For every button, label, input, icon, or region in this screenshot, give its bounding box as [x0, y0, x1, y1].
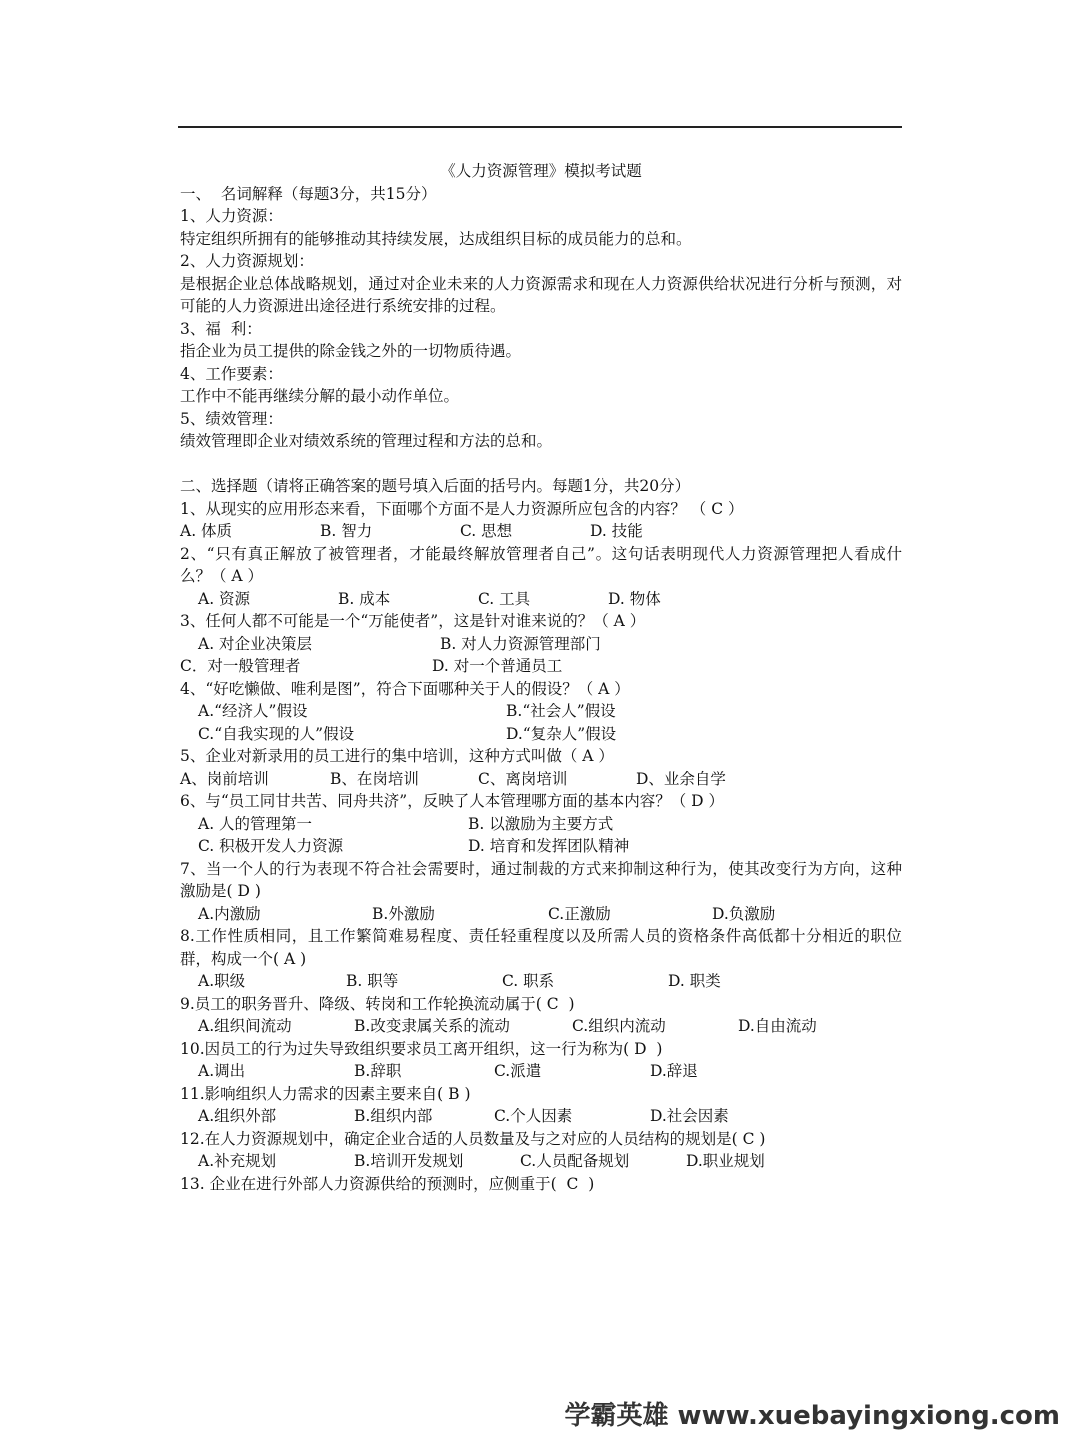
choice-6-question: 6、与“员工同甘共苦、同舟共济”，反映了人本管理哪方面的基本内容？（ D ）: [180, 792, 724, 810]
choice-4-options-row-2: [180, 723, 902, 746]
choice-9-option-b: B.改变隶属关系的流动: [354, 1017, 510, 1035]
choice-3-question: 3、任何人都不可能是一个“万能使者”，这是针对谁来说的？（ A ）: [180, 612, 646, 630]
choice-7-option-b: B.外激励: [372, 904, 435, 923]
choice-13-question: 13. 企业在进行外部人力资源供给的预测时，应侧重于( C ): [180, 1174, 595, 1193]
choice-12-option-c: C.人员配备规划: [520, 1152, 630, 1170]
choice-11-options: [180, 1105, 902, 1128]
choice-11-option-b: B.组织内部: [354, 1107, 433, 1125]
choice-2-options: [180, 588, 902, 611]
exam-document: [180, 160, 902, 1195]
choice-4-option-b: B.“社会人”假设: [506, 702, 616, 720]
choice-5-option-d: D、业余自学: [636, 769, 726, 788]
section-2-heading: 二、选择题（请将正确答案的题号填入后面的括号内。每题1分，共20分）: [180, 477, 691, 495]
choice-4-option-c: C.“自我实现的人”假设: [198, 724, 355, 743]
choice-10-options: [180, 1060, 902, 1083]
term-2-title: 2、人力资源规划：: [180, 252, 314, 270]
choice-6-option-a: A. 人的管理第一: [198, 814, 313, 833]
term-1-title: 1、人力资源：: [180, 207, 283, 225]
choice-5-options: [180, 768, 902, 791]
choice-10-question: 10.因员工的行为过失导致组织要求员工离开组织，这一行为称为( D ): [180, 1039, 663, 1058]
choice-7-option-c: C.正激励: [548, 904, 611, 923]
choice-8-option-d: D. 职类: [668, 972, 721, 990]
choice-10-option-a: A.调出: [198, 1062, 246, 1080]
choice-7-question: 7、当一个人的行为表现不符合社会需要时，通过制裁的方式来抑制这种行为，使其改变行为方向，这种激励是( D ): [180, 859, 902, 900]
choice-7-options: [180, 903, 902, 926]
term-1-definition: 特定组织所拥有的能够推动其持续发展，达成组织目标的成员能力的总和。: [180, 229, 692, 248]
choice-6-option-c: C. 积极开发人力资源: [198, 837, 344, 855]
choice-4-option-d: D.“复杂人”假设: [506, 724, 617, 743]
choice-1-option-b: B. 智力: [320, 522, 373, 540]
choice-11-option-c: C.个人因素: [494, 1107, 573, 1125]
choice-4-question: 4、“好吃懒做、唯利是图”，符合下面哪种关于人的假设？（ A ）: [180, 679, 630, 698]
choice-12-option-d: D.职业规划: [686, 1152, 765, 1170]
choice-2-option-b: B. 成本: [338, 589, 391, 608]
choice-1-option-d: D. 技能: [590, 522, 643, 540]
choice-4-options-row-1: [180, 700, 902, 723]
choice-6-options-row-1: [180, 813, 902, 836]
choice-3-option-c: C．对一般管理者: [180, 657, 301, 675]
choice-9-option-d: D.自由流动: [738, 1017, 817, 1035]
choice-3-option-b: B. 对人力资源管理部门: [440, 634, 601, 653]
choice-1-options: [180, 520, 902, 543]
choice-6-option-d: D. 培育和发挥团队精神: [468, 837, 630, 855]
choice-6-options-row-2: [180, 835, 902, 858]
choice-11-option-d: D.社会因素: [650, 1107, 729, 1125]
choice-9-options: [180, 1015, 902, 1038]
choice-4-option-a: A.“经济人”假设: [198, 702, 308, 720]
choice-6-option-b: B. 以激励为主要方式: [468, 814, 614, 833]
choice-9-option-c: C.组织内流动: [572, 1017, 666, 1035]
choice-7-option-d: D.负激励: [712, 904, 776, 923]
choice-8-option-c: C. 职系: [502, 972, 555, 990]
choice-10-option-d: D.辞退: [650, 1062, 698, 1080]
spacer: [180, 453, 902, 476]
choice-5-question: 5、企业对新录用的员工进行的集中培训，这种方式叫做（ A ）: [180, 747, 614, 765]
choice-12-option-a: A.补充规划: [198, 1152, 277, 1170]
choice-12-option-b: B.培训开发规划: [354, 1152, 464, 1170]
choice-12-question: 12.在人力资源规划中，确定企业合适的人员数量及与之对应的人员结构的规划是( C ): [180, 1129, 766, 1148]
choice-2-option-d: D. 物体: [608, 589, 661, 608]
choice-10-option-c: C.派遣: [494, 1062, 542, 1080]
choice-7-option-a: A.内激励: [198, 904, 261, 923]
document-title: 《人力资源管理》模拟考试题: [440, 162, 642, 180]
choice-1-option-a: A. 体质: [180, 522, 233, 540]
term-4-definition: 工作中不能再继续分解的最小动作单位。: [180, 387, 460, 405]
choice-9-question: 9.员工的职务晋升、降级、转岗和工作轮换流动属于( C ): [180, 994, 575, 1013]
section-1-heading: 一、 名词解释（每题3分，共15分）: [180, 184, 437, 203]
term-5-definition: 绩效管理即企业对绩效系统的管理过程和方法的总和。: [180, 432, 553, 450]
choice-12-options: [180, 1150, 902, 1173]
choice-5-option-a: A、岗前培训: [180, 769, 269, 788]
choice-2-question: 2、“只有真正解放了被管理者，才能最终解放管理者自己”。这句话表明现代人力资源管理把人看成什么？（ A ）: [180, 544, 902, 585]
choice-2-option-a: A. 资源: [198, 589, 251, 608]
choice-8-option-a: A.职级: [198, 972, 246, 990]
choice-8-question: 8.工作性质相同，且工作繁简难易程度、责任轻重程度以及所需人员的资格条件高低都十分相近的职位群，构成一个( A ): [180, 927, 902, 968]
choice-10-option-b: B.辞职: [354, 1062, 402, 1080]
choice-5-option-b: B、在岗培训: [330, 769, 419, 788]
choice-8-option-b: B. 职等: [346, 972, 399, 990]
choice-11-option-a: A.组织外部: [198, 1107, 277, 1125]
choice-3-options-row-2: [180, 655, 902, 678]
term-5-title: 5、绩效管理：: [180, 409, 283, 428]
choice-5-option-c: C、离岗培训: [478, 769, 568, 788]
watermark: 学霸英雄 www.xuebayingxiong.com: [564, 1401, 1060, 1431]
choice-1-option-c: C. 思想: [460, 522, 513, 540]
term-3-title: 3、福 利：: [180, 319, 262, 338]
choice-11-question: 11.影响组织人力需求的因素主要来自( B ): [180, 1084, 471, 1103]
term-3-definition: 指企业为员工提供的除金钱之外的一切物质待遇。: [180, 342, 522, 360]
choice-2-option-c: C. 工具: [478, 589, 531, 608]
choice-3-options-row-1: [180, 633, 902, 656]
term-4-title: 4、工作要素：: [180, 364, 283, 383]
choice-9-option-a: A.组织间流动: [198, 1017, 292, 1035]
header-rule: [178, 126, 902, 128]
choice-3-option-d: D. 对一个普通员工: [432, 657, 563, 675]
choice-1-question: 1、从现实的应用形态来看，下面哪个方面不是人力资源所应包含的内容？ （ C ）: [180, 499, 744, 518]
term-2-definition: 是根据企业总体战略规划，通过对企业未来的人力资源需求和现在人力资源供给状况进行分析与预测，对可能的人力资源进出途径进行系统安排的过程。: [180, 274, 902, 315]
choice-8-options: [180, 970, 902, 993]
choice-3-option-a: A. 对企业决策层: [198, 634, 313, 653]
